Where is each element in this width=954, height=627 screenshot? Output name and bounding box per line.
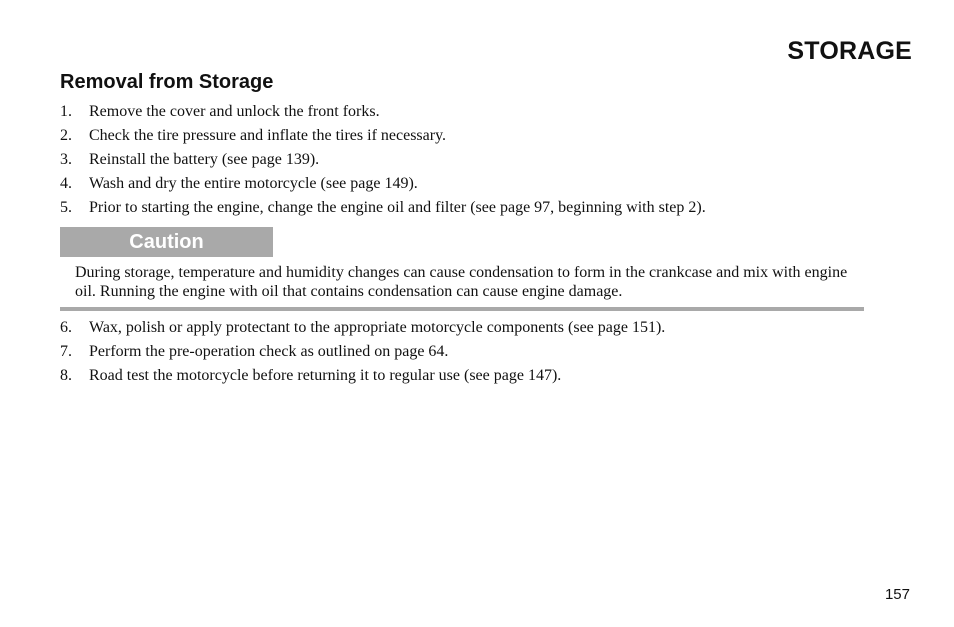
page-header-title: STORAGE [787, 37, 912, 65]
list-item [60, 340, 880, 364]
step-text: Wax, polish or apply protectant to the appropriate motorcycle components (see page 151). [89, 319, 666, 336]
caution-label: Caution [60, 227, 273, 257]
step-text: Wash and dry the entire motorcycle (see page 149). [89, 175, 418, 192]
list-item [60, 124, 880, 148]
step-number: 5. [60, 199, 72, 216]
list-item [60, 148, 880, 172]
step-text: Check the tire pressure and inflate the tires if necessary. [89, 127, 447, 144]
step-text: Remove the cover and unlock the front forks. [89, 103, 380, 120]
list-item [60, 316, 880, 340]
caution-text: During storage, temperature and humidity changes can cause condensation to form in the crankcase and mix with engine oil. Running the engine with oil that contains condensation can cause engine damage. [75, 264, 848, 300]
list-item [60, 364, 880, 388]
step-number: 3. [60, 151, 72, 168]
list-item [60, 100, 880, 124]
step-number: 2. [60, 127, 72, 144]
step-number: 7. [60, 343, 72, 360]
step-text: Reinstall the battery (see page 139). [89, 151, 320, 168]
step-number: 1. [60, 103, 72, 120]
step-text: Road test the motorcycle before returning it to regular use (see page 147). [89, 367, 562, 384]
list-item [60, 172, 880, 196]
list-item [60, 196, 880, 220]
page-number: 157 [884, 586, 910, 603]
step-number: 8. [60, 367, 72, 384]
steps-list-after-caution [60, 316, 880, 388]
section-title: Removal from Storage [60, 71, 274, 93]
step-number: 4. [60, 175, 72, 192]
steps-list-before-caution [60, 100, 880, 220]
step-text: Prior to starting the engine, change the engine oil and filter (see page 97, beginning with step 2). [89, 199, 706, 216]
caution-divider [60, 307, 864, 311]
step-number: 6. [60, 319, 72, 336]
step-text: Perform the pre-operation check as outlined on page 64. [89, 343, 449, 360]
